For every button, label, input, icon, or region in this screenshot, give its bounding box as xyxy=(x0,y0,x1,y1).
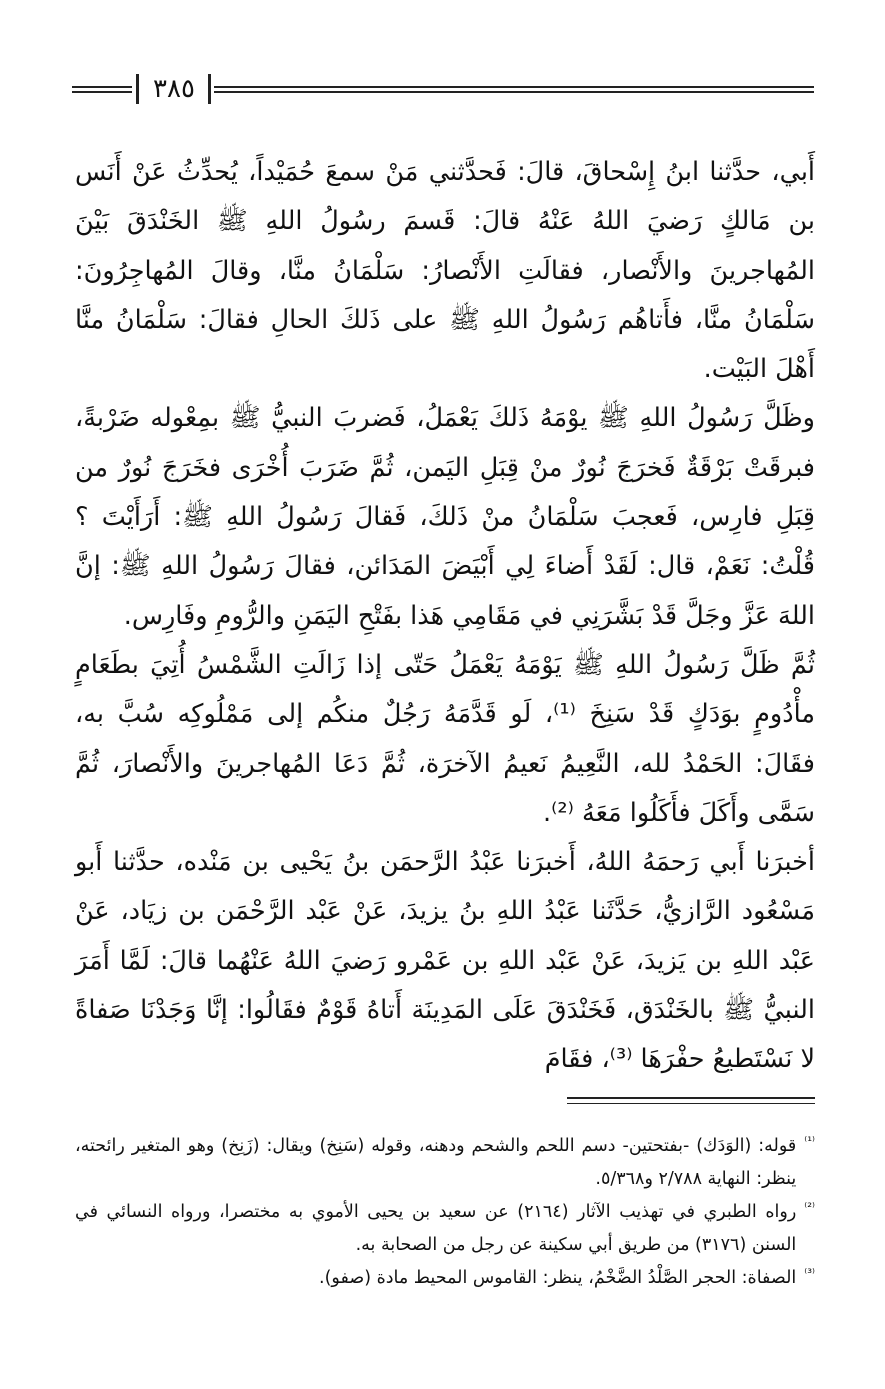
main-text xyxy=(75,148,815,1085)
paragraph: ثُمَّ ظَلَّ رَسُولُ اللهِ ﷺ يَوْمَهُ يَعْمَلُ حَتّى إذا زَالَتِ الشَّمْسُ أُتِيَ بطَعَامٍ مأْدُومٍ بوَدَكٍ قَدْ سَنِخَ ⁽¹⁾، لَو قَدَّمَهُ رَجُلٌ منكُم إلى مَمْلُوكِه سُبَّ به، فقَالَ: الحَمْدُ لله، النَّعِيمُ نَعيمُ الآخرَة، ثُمَّ دَعَا المُهاجرينَ والأَنْصارَ، ثُمَّ سَمَّى وأَكَلَ فأَكَلُوا مَعَهُ ⁽²⁾. xyxy=(75,649,816,828)
page-header xyxy=(72,72,814,112)
footnote-item xyxy=(75,1262,815,1295)
header-divider-right xyxy=(208,74,211,104)
footnote-item xyxy=(75,1196,815,1262)
paragraph: وظَلَّ رَسُولُ اللهِ ﷺ يوْمَهُ ذَلكَ يَعْمَلُ، فَضربَ النبيُّ ﷺ بمِعْوله ضَرْبةً، فبرقَتْ بَرْقَةٌ فَخرَجَ نُورٌ منْ قِبَلِ اليَمن، ثُمَّ ضَرَبَ أُخْرَى فخَرَجَ نُورٌ من قِبَلِ فارِس، فَعجبَ سَلْمَانُ منْ ذَلكَ، فَقالَ رَسُولُ اللهِ ﷺ: أَرَأَيْتَ ؟ قُلْتُ: نَعَمْ، قال: لَقَدْ أَضاءَ لِي أَبْيَضَ المَدَائن، فقالَ رَسُولُ اللهِ ﷺ: إنَّ اللهَ عَزَّ وجَلَّ قَدْ بَشَّرَنِي في مَقَامِي هَذا بفَتْحِ اليَمَنِ والرُّومِ وفَارِس. xyxy=(75,403,815,631)
footnote-number: ⁽²⁾ xyxy=(804,1200,815,1214)
footnotes xyxy=(75,1130,815,1295)
header-divider-left xyxy=(136,74,139,104)
footnote-text: رواه الطبري في تهذيب الآثار (٢١٦٤) عن سعيد بن يحيى الأموي به مختصرا، ورواه النسائي في السنن (٣١٧٦) من طريق أبي سكينة عن رجل من الصحابة به. xyxy=(75,1202,797,1255)
header-rule-right xyxy=(214,86,814,93)
paragraph: أخبرَنا أَبي رَحمَهُ اللهُ، أَخبرَنا عَبْدُ الرَّحمَن بنُ يَحْيى بن مَنْده، حدَّثنا أَبو مَسْعُود الرَّازيُّ، حَدَّثَنا عَبْدُ اللهِ بنُ يزيدَ، عَنْ عَبْد الرَّحْمَن بن زيَاد، عَنْ عَبْد اللهِ بن يَزيدَ، عَنْ عَبْد اللهِ بن عَمْرو رَضيَ اللهُ عَنْهُما قالَ: لَمَّا أَمَرَ النبيُّ ﷺ بالخَنْدَق، فَخَنْدَقَ عَلَى المَدِينَة أَتاهُ قَوْمٌ فقَالُوا: إنَّا وَجَدْنَا صَفاةً لا نَسْتَطيعُ حفْرَهَا ⁽³⁾، فقَامَ xyxy=(75,847,815,1075)
page-number: ٣٨٥ xyxy=(153,74,195,104)
footnote-number: ⁽¹⁾ xyxy=(804,1134,815,1148)
footnote-item xyxy=(75,1130,815,1196)
footnote-text: قوله: (الوَدَك) -بفتحتين- دسم اللحم والشحم ودهنه، وقوله (سَنِخ) ويقال: (زَنِخ) وهو المتغير رائحته، ينظر: النهاية ٢/٧٨٨ و٥/٣٦٨. xyxy=(75,1136,797,1189)
footnote-number: ⁽³⁾ xyxy=(804,1266,815,1280)
footnote-text: الصفاة: الحجر الصَّلْدُ الضَّخْمُ، ينظر: القاموس المحيط مادة (صفو). xyxy=(319,1268,797,1288)
footnote-separator xyxy=(567,1097,815,1104)
header-rule-left xyxy=(72,86,132,93)
paragraph: أَبي، حدَّثنا ابنُ إِسْحاقَ، قالَ: فَحدَّثني مَنْ سمعَ حُمَيْداً، يُحدِّثُ عَنْ أَنَس بن مَالكٍ رَضيَ اللهُ عَنْهُ قالَ: قَسمَ رسُولُ اللهِ ﷺ الخَنْدَقَ بَيْنَ المُهاجرينَ والأَنْصار، فقالَتِ الأَنْصارُ: سَلْمَانُ منَّا، وقالَ المُهاجِرُونَ: سَلْمَانُ منَّا، فأَتاهُم رَسُولُ اللهِ ﷺ على ذَلكَ الحالِ فقالَ: سَلْمَانُ منَّا أَهْلَ البَيْت. xyxy=(75,157,815,385)
